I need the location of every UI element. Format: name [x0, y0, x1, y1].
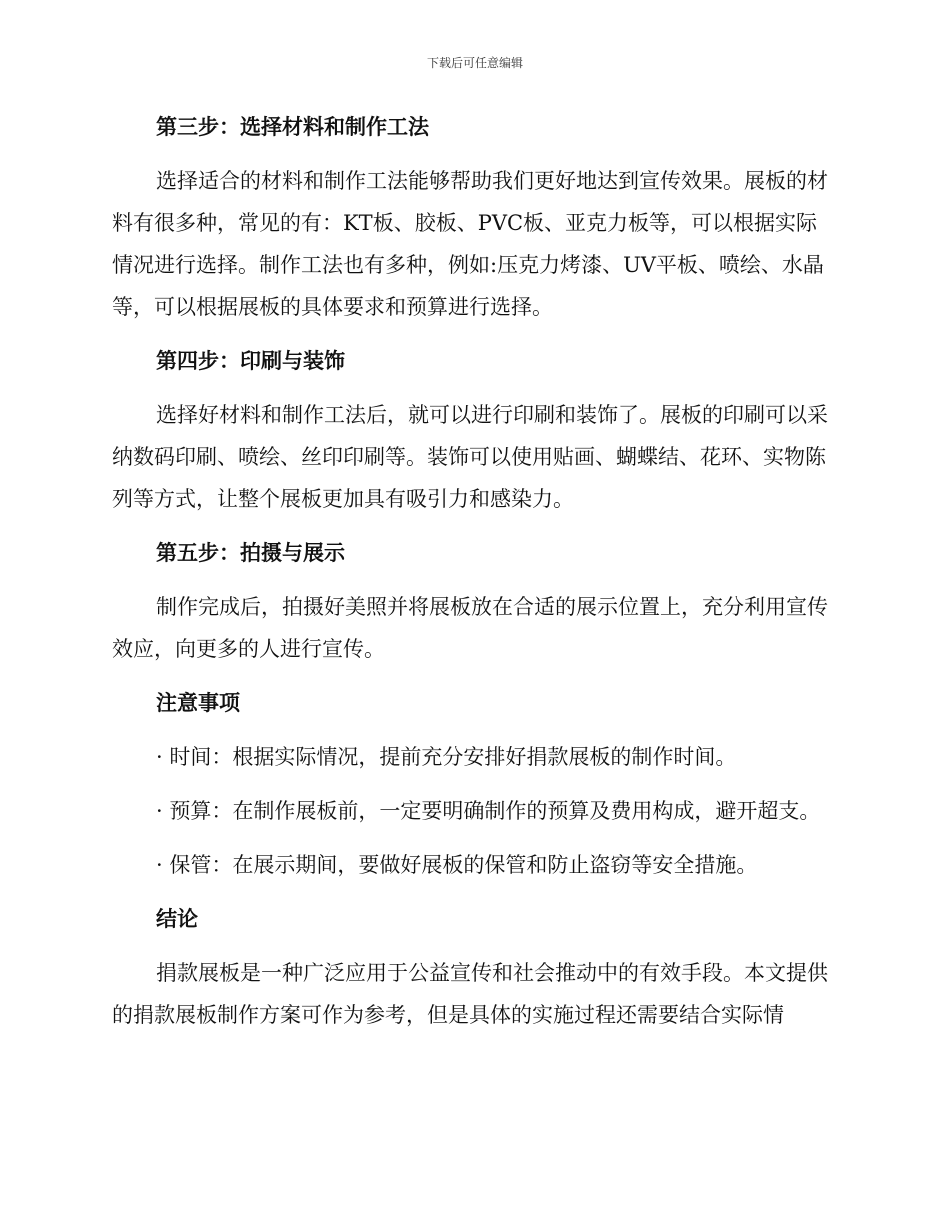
section-paragraph-conclusion: 捐款展板是一种广泛应用于公益宣传和社会推动中的有效手段。本文提供的捐款展板制作方案可作为参考，但是具体的实施过程还需要结合实际情	[112, 961, 828, 1027]
section-heading-notes: 注意事项	[156, 691, 240, 715]
section-paragraph-step5: 制作完成后，拍摄好美照并将展板放在合适的展示位置上，充分利用宣传效应，向更多的人进行宣传。	[112, 595, 828, 661]
page-header: 下载后可任意编辑	[426, 56, 523, 70]
note-item-storage: · 保管：在展示期间，要做好展板的保管和防止盗窃等安全措施。	[156, 853, 758, 877]
section-heading-conclusion: 结论	[156, 907, 198, 931]
section-heading-step5: 第五步：拍摄与展示	[156, 541, 345, 565]
note-item-budget: · 预算：在制作展板前，一定要明确制作的预算及费用构成，避开超支。	[156, 799, 821, 823]
section-heading-step3: 第三步：选择材料和制作工法	[156, 115, 429, 139]
section-paragraph-step3: 选择适合的材料和制作工法能够帮助我们更好地达到宣传效果。展板的材料有很多种，常见的有：KT板、胶板、PVC板、亚克力板等，可以根据实际情况进行选择。制作工法也有多种，例如:压克力烤漆、UV平板、喷绘、水晶等，可以根据展板的具体要求和预算进行选择。	[112, 169, 828, 319]
note-item-time: · 时间：根据实际情况，提前充分安排好捐款展板的制作时间。	[156, 745, 737, 769]
section-paragraph-step4: 选择好材料和制作工法后，就可以进行印刷和装饰了。展板的印刷可以采纳数码印刷、喷绘、丝印印刷等。装饰可以使用贴画、蝴蝶结、花环、实物陈列等方式，让整个展板更加具有吸引力和感染力。	[112, 403, 828, 511]
document-body	[112, 106, 834, 1036]
section-heading-step4: 第四步：印刷与装饰	[156, 349, 345, 373]
